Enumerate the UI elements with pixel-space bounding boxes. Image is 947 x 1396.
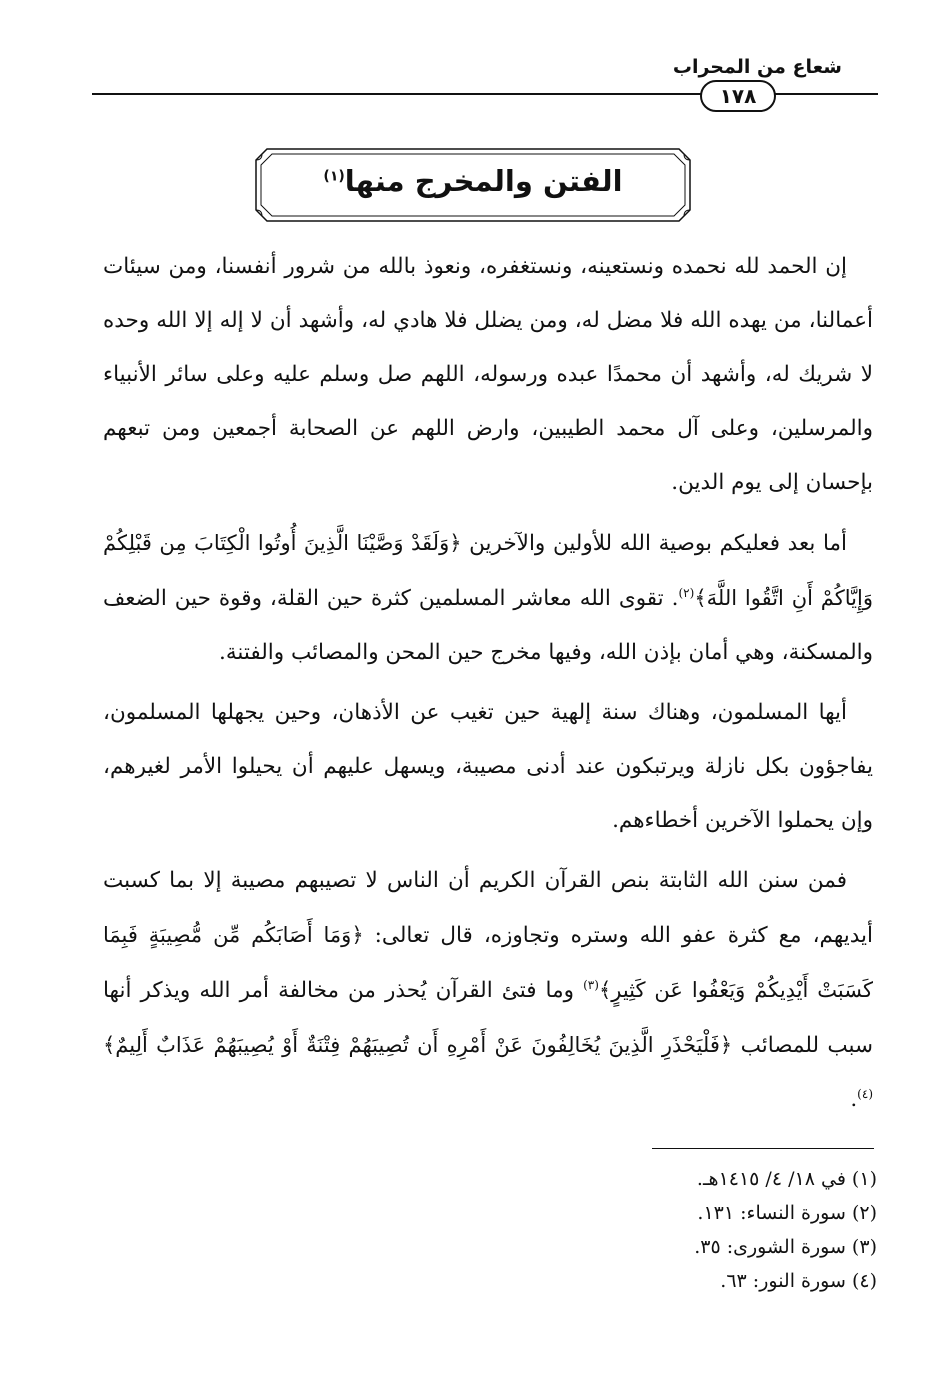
paragraph-text: وما فتئ القرآن يُحذر من مخالفة أمر الله ويذكر أنها سبب للمصائب	[103, 978, 873, 1058]
footnote-ref: (٣)	[583, 977, 599, 992]
header-rule	[92, 93, 702, 95]
paragraph-text: أما بعد فعليكم بوصية الله للأولين والآخرين	[461, 531, 847, 556]
paragraph-text: فمن سنن الله الثابتة بنص القرآن الكريم أن الناس لا تصيبهم مصيبة إلا بما كسبت أيديهم، مع كثرة عفو الله وستره وتجاوزه، قال تعالى:	[103, 868, 873, 948]
page-number: ١٧٨	[700, 80, 776, 112]
paragraph-text: أيها المسلمون، وهناك سنة إلهية حين تغيب عن الأذهان، وحين يجهلها المسلمون، يفاجؤون بكل نازلة ويرتبكون عند أدنى مصيبة، ويسهل عليهم أن يحيلوا الأمر لغيرهم، وإن يحملوا الآخرين أخطاءهم.	[103, 700, 873, 833]
running-header-book-title: شعاع من المحراب	[672, 56, 842, 78]
footnote: (٣) سورة الشورى: ٣٥.	[694, 1236, 877, 1258]
footnote-separator	[652, 1148, 874, 1149]
quran-verse: ﴿وَلَقَدْ وَصَّيْنَا الَّذِينَ أُوتُوا الْكِتَابَ مِن قَبْلِكُمْ وَإِيَّاكُمْ أَنِ اتَّقُوا اللَّهَ﴾	[103, 531, 873, 610]
paragraph	[103, 516, 873, 680]
paragraph-text: .	[850, 1087, 858, 1112]
paragraph	[103, 686, 873, 848]
paragraph-text: إن الحمد لله نحمده ونستعينه، ونستغفره، ونعوذ بالله من شرور أنفسنا، ومن سيئات أعمالنا، من يهده الله فلا مضل له، ومن يضلل فلا هادي له، وأشهد أن لا إله إلا الله وحده لا شريك له، وأشهد أن محمدًا عبده ورسوله، اللهم صل وسلم عليه وعلى سائر الأنبياء والمرسلين، وعلى آل محمد الطيبين، وارض اللهم عن الصحابة أجمعين ومن تبعهم بإحسان إلى يوم الدين.	[103, 254, 873, 495]
footnotes	[477, 1162, 877, 1298]
paragraph-text: . تقوى الله معاشر المسلمين كثرة حين القلة، وقوة حين الضعف والمسكنة، وهي أمان بإذن الله، وفيها مخرج حين المحن والمصائب والفتنة.	[103, 586, 873, 665]
chapter-title	[253, 164, 693, 198]
paragraph	[103, 240, 873, 510]
footnote: (١) في ١٨/ ٤/ ١٤١٥هـ.	[696, 1168, 877, 1190]
paragraph	[103, 854, 873, 1127]
chapter-title-footnote-ref: (١)	[323, 168, 345, 185]
body-text	[103, 240, 873, 1133]
quran-verse: ﴿وَمَا أَصَابَكُم مِّن مُّصِيبَةٍ فَبِمَا كَسَبَتْ أَيْدِيكُمْ وَيَعْفُوا عَن كَثِيرٍ﴾	[103, 923, 873, 1002]
header-rule	[770, 93, 878, 95]
footnote: (٤) سورة النور: ٦٣.	[720, 1270, 877, 1292]
quran-verse: ﴿فَلْيَحْذَرِ الَّذِينَ يُخَالِفُونَ عَنْ أَمْرِهِ أَن تُصِيبَهُمْ فِتْنَةٌ أَوْ يُصِيبَهُمْ عَذَابٌ أَلِيمٌ﴾	[103, 1033, 733, 1057]
footnote-ref: (٤)	[857, 1086, 873, 1101]
chapter-title-text: الفتن والمخرج منها	[344, 164, 623, 198]
footnote: (٢) سورة النساء: ١٣١.	[697, 1202, 877, 1224]
footnote-ref: (٢)	[678, 585, 695, 600]
chapter-title-frame	[253, 146, 693, 224]
